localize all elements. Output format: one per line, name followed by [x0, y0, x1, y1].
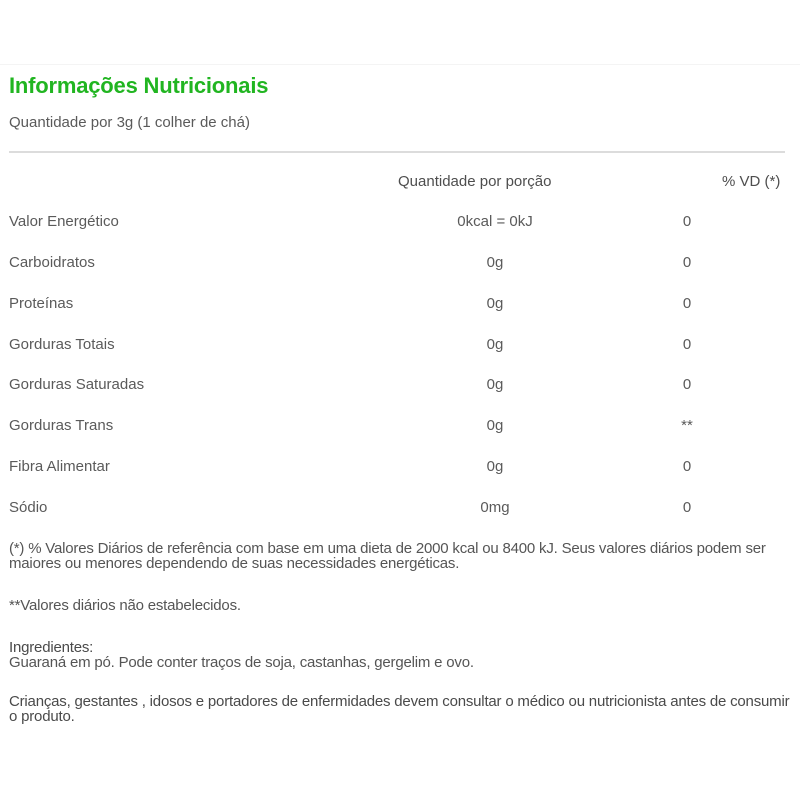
- ingredients-label: Ingredientes:: [9, 639, 94, 656]
- nutrient-amount: 0g: [486, 295, 504, 312]
- nutrient-name: Carboidratos: [9, 254, 95, 271]
- nutrient-name: Gorduras Saturadas: [9, 376, 145, 393]
- nutrient-daily-value: 0: [682, 295, 692, 312]
- nutrient-amount: 0g: [486, 336, 504, 353]
- nutrient-name: Fibra Alimentar: [9, 458, 110, 475]
- table-row: [0, 295, 800, 317]
- nutrient-amount: 0g: [486, 458, 504, 475]
- nutrient-name: Gorduras Totais: [9, 336, 115, 353]
- not-established-footnote: **Valores diários não estabelecidos.: [9, 597, 241, 614]
- consumption-warning: Crianças, gestantes , idosos e portadores de enfermidades devem consultar o médico ou nutricionista antes de consumir o produto.: [9, 693, 790, 725]
- table-row: [0, 499, 800, 521]
- nutrient-daily-value: 0: [682, 254, 692, 271]
- table-row: [0, 376, 800, 398]
- serving-size: Quantidade por 3g (1 colher de chá): [9, 114, 250, 131]
- table-row: [0, 458, 800, 480]
- nutrient-amount: 0kcal = 0kJ: [457, 213, 533, 230]
- nutrient-amount: 0g: [486, 417, 504, 434]
- nutrient-daily-value: **: [681, 417, 693, 434]
- nutrient-daily-value: 0: [682, 458, 692, 475]
- column-header-amount: Quantidade por porção: [398, 173, 552, 190]
- nutrient-amount: 0g: [486, 376, 504, 393]
- nutrient-name: Valor Energético: [9, 213, 119, 230]
- column-header-daily-value: % VD (*): [722, 173, 781, 190]
- nutrient-daily-value: 0: [682, 336, 692, 353]
- table-row: [0, 254, 800, 276]
- nutrient-amount: 0mg: [480, 499, 510, 516]
- table-row: [0, 417, 800, 439]
- nutrient-name: Sódio: [9, 499, 48, 516]
- top-band: [0, 0, 800, 65]
- page-title: Informações Nutricionais: [9, 73, 269, 98]
- nutrient-amount: 0g: [486, 254, 504, 271]
- ingredients-text: Guaraná em pó. Pode conter traços de soja, castanhas, gergelim e ovo.: [9, 654, 474, 671]
- table-row: [0, 213, 800, 235]
- table-row: [0, 336, 800, 358]
- nutrient-daily-value: 0: [682, 213, 692, 230]
- nutrient-daily-value: 0: [682, 376, 692, 393]
- daily-value-footnote: (*) % Valores Diários de referência com base em uma dieta de 2000 kcal ou 8400 kJ. Seus valores diários podem ser maiores ou menores dependendo de suas necessidades energéticas.: [9, 540, 766, 572]
- nutrient-daily-value: 0: [682, 499, 692, 516]
- ingredients-section: [9, 640, 794, 670]
- nutrient-name: Gorduras Trans: [9, 417, 114, 434]
- divider: [9, 151, 785, 153]
- nutrient-name: Proteínas: [9, 295, 74, 312]
